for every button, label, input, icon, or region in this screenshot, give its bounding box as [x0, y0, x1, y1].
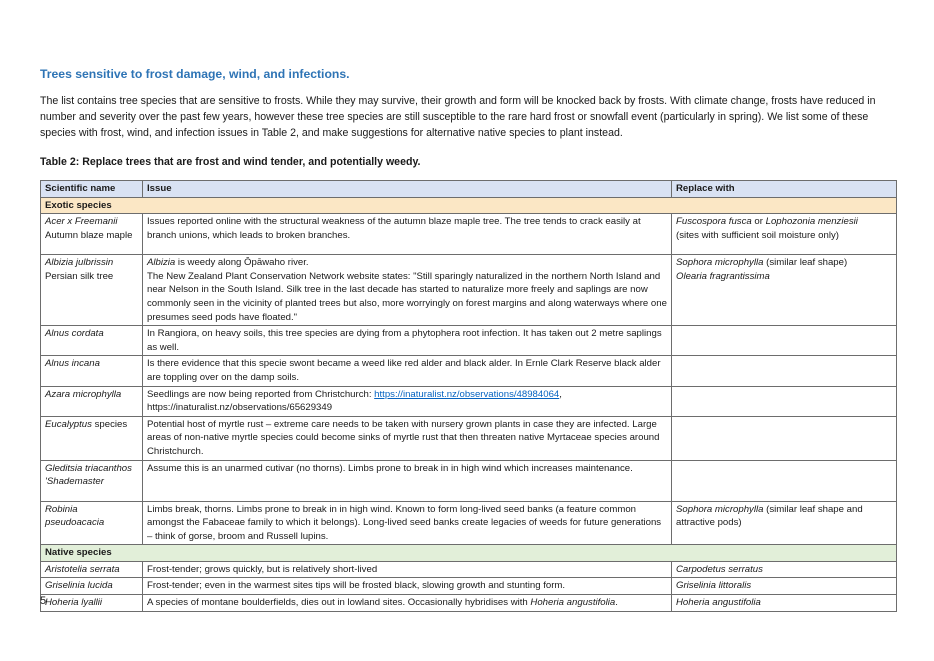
issue-cell: Limbs break, thorns. Limbs prone to break in in high wind. Known to form long-lived seed banks (a feature common amongst the Fabaceae family to which it belongs). Long-lived seed banks create legacies of weeds for future generations – think of gorse, broom and Russell lupins. — [143, 501, 672, 545]
table-caption: Table 2: Replace trees that are frost and wind tender, and potentially weedy. — [40, 156, 421, 168]
table-row — [41, 356, 897, 386]
replacement-note: (sites with sufficient soil moisture only) — [676, 229, 839, 241]
issue-text: , — [559, 388, 562, 400]
scientific-name: Eucalyptus — [45, 418, 92, 430]
replace-cell: Hoheria angustifolia — [672, 595, 897, 612]
replacement-species: Sophora microphylla — [676, 257, 764, 269]
issue-text: A species of montane boulderfields, dies out in lowland sites. Occasionally hybridises with — [147, 597, 531, 609]
issue-species-name: Hoheria angustifolia — [530, 597, 616, 609]
replace-cell — [672, 255, 897, 326]
replacement-species: Sophora microphylla — [676, 503, 764, 515]
replace-cell — [672, 326, 897, 356]
table-row — [41, 460, 897, 501]
replace-cell — [672, 501, 897, 545]
table-row — [41, 595, 897, 612]
issue-text: Seedlings are now being reported from Christchurch: — [147, 388, 375, 400]
column-header-scientific-name: Scientific name — [41, 181, 143, 198]
issue-cell — [143, 255, 672, 326]
table-row — [41, 578, 897, 595]
issue-cell: Potential host of myrtle rust – extreme care needs to be taken with nursery grown plants in case they are infected. Large areas of non-native myrtle species could become sinks of myrtle rust that then threaten native Myrtaceae species around Christchurch. — [143, 416, 672, 460]
scientific-name-cell: Alnus cordata — [41, 326, 143, 356]
issue-cell — [143, 386, 672, 416]
scientific-name-cell: Robinia pseudoacacia — [41, 501, 143, 545]
column-header-replace-with: Replace with — [672, 181, 897, 198]
common-name: Autumn blaze maple — [45, 229, 133, 241]
scientific-name-cell: Griselinia lucida — [41, 578, 143, 595]
issue-cell: Frost-tender; even in the warmest sites tips will be frosted black, slowing growth and stunting form. — [143, 578, 672, 595]
issue-quote: The New Zealand Plant Conservation Network website states: "Still sparingly naturalized in the northern North Island and near Nelson in the South Island. Silk tree in the last decade has started to naturalize more freely and saplings are now commonly seen in the vicinity of planted trees but also, more worryingly on forest margins and along waterways where one presumes seed pods have floated." — [147, 270, 667, 323]
scientific-name-cell: Azara microphylla — [41, 386, 143, 416]
table-header-row — [41, 181, 897, 198]
scientific-name: Albizia julbrissin — [45, 257, 114, 269]
table-row — [41, 416, 897, 460]
replace-cell — [672, 214, 897, 255]
common-name: Persian silk tree — [45, 270, 114, 282]
scientific-name-cell: Aristotelia serrata — [41, 561, 143, 578]
issue-text: . — [615, 597, 618, 609]
group-label-native: Native species — [41, 545, 897, 562]
issue-cell: Frost-tender; grows quickly, but is relatively short-lived — [143, 561, 672, 578]
issue-cell — [143, 595, 672, 612]
replace-cell — [672, 460, 897, 501]
table-row — [41, 255, 897, 326]
scientific-name-cell: Alnus incana — [41, 356, 143, 386]
scientific-name-cell — [41, 255, 143, 326]
column-header-issue: Issue — [143, 181, 672, 198]
scientific-name-suffix: species — [91, 418, 128, 430]
table-row — [41, 214, 897, 255]
page-number: 5 — [40, 595, 47, 607]
issue-cell: In Rangiora, on heavy soils, this tree species are dying from a phytophera root infection. It has taken out 2 metre saplings as well. — [143, 326, 672, 356]
section-heading: Trees sensitive to frost damage, wind, and infections. — [40, 67, 350, 81]
group-row-native — [41, 545, 897, 562]
replacement-note: (similar leaf shape and attractive pods) — [676, 503, 863, 529]
replace-cell — [672, 386, 897, 416]
replacement-conjunction: or — [751, 216, 766, 228]
scientific-name-cell: Gleditsia triacanthos 'Shademaster — [41, 460, 143, 501]
replace-cell: Carpodetus serratus — [672, 561, 897, 578]
table-row — [41, 326, 897, 356]
issue-cell: Issues reported online with the structural weakness of the autumn blaze maple tree. The tree tends to crack easily at branch unions, which leads to broken branches. — [143, 214, 672, 255]
issue-cell: Is there evidence that this specie swont became a weed like red alder and black alder. In Ernle Clark Reserve black alder are toppling over on the damp soils. — [143, 356, 672, 386]
replacement-note: (similar leaf shape) — [763, 257, 848, 269]
observation-link[interactable]: https://inaturalist.nz/observations/48984064 — [374, 388, 560, 400]
group-row-exotic — [41, 197, 897, 214]
issue-cell: Assume this is an unarmed cutivar (no thorns). Limbs prone to break in in high wind which increases maintenance. — [143, 460, 672, 501]
scientific-name-cell — [41, 416, 143, 460]
replace-cell — [672, 416, 897, 460]
replacement-species: Fuscospora fusca — [676, 216, 752, 228]
issue-species-name: Albizia — [147, 257, 176, 269]
replacement-species: Lophozonia menziesii — [765, 216, 858, 228]
observation-url-text: https://inaturalist.nz/observations/65629349 — [147, 402, 333, 414]
scientific-name: Acer x Freemanii — [45, 216, 118, 228]
table-row — [41, 386, 897, 416]
replacement-species: Olearia fragrantissima — [676, 270, 770, 282]
scientific-name-cell: Hoheria lyallii — [41, 595, 143, 612]
intro-paragraph: The list contains tree species that are sensitive to frosts. While they may survive, their growth and form will be knocked back by frosts. With climate change, frosts have reduced in number and severity over the past few years, however these tree species are still susceptible to the rare hard frost or snowfall event (particularly in spring). We list some of these species with frost, wind, and infection issues in Table 2, and make suggestions for alternative native species to plant instead. — [40, 95, 876, 139]
table-row — [41, 501, 897, 545]
issue-text: is weedy along Ōpāwaho river. — [175, 257, 309, 269]
species-table — [40, 180, 897, 612]
replace-cell — [672, 356, 897, 386]
group-label-exotic: Exotic species — [41, 197, 897, 214]
replace-cell: Griselinia littoralis — [672, 578, 897, 595]
table-row — [41, 561, 897, 578]
scientific-name-cell — [41, 214, 143, 255]
